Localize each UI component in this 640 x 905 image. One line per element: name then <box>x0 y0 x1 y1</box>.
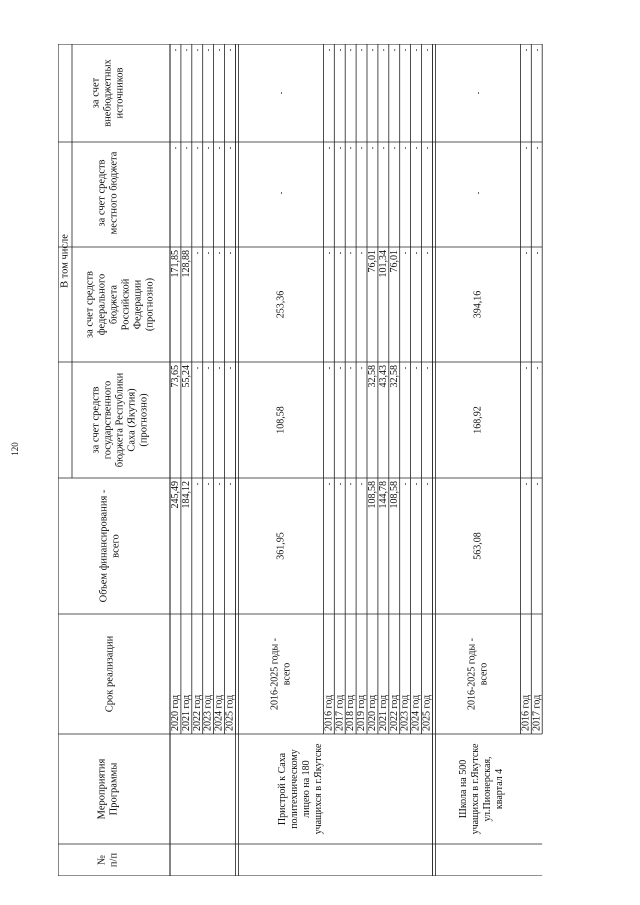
block0-row-0-extra: - <box>170 48 180 52</box>
block1-row-9-total: - <box>422 482 432 486</box>
block0-row-3-federal: - <box>203 251 213 255</box>
block1-row-9-period: 2025 год <box>421 694 433 731</box>
block1-row-5-federal: 101,34 <box>377 250 389 278</box>
block0-row-3-state: - <box>203 366 213 370</box>
block0-row-3-local: - <box>203 146 213 150</box>
block1-row-4-state: 32,58 <box>366 365 378 388</box>
block0-row-5-state: - <box>225 366 235 370</box>
block1-row-1-federal: - <box>335 251 345 255</box>
block1-row-8-period: 2024 год <box>410 694 422 731</box>
block1-row-6-period: 2022 год <box>388 694 400 731</box>
block1-row-2-local: - <box>346 146 356 150</box>
block0-row-5-total: - <box>225 482 235 486</box>
block1-name-line-2: лицею на 180 <box>300 760 312 818</box>
header-state-line-1: государственного <box>102 380 114 460</box>
header-volume-line-1: всего <box>110 534 122 558</box>
block1-row-0-state: - <box>324 366 334 370</box>
block2-row-0-federal: - <box>521 251 531 255</box>
block0-row-5-period: 2025 год <box>224 694 236 731</box>
block1-row-8-local: - <box>411 146 421 150</box>
block1-row-0-extra: - <box>324 48 334 52</box>
header-state-line-3: Саха (Якутия) <box>126 388 138 452</box>
block0-row-3-period: 2023 год <box>202 694 214 731</box>
block1-row-0-total: - <box>324 482 334 486</box>
block1-row-2-federal: - <box>346 251 356 255</box>
block1-row-4-federal: 76,01 <box>366 250 378 273</box>
block2-row-1-period: 2017 год <box>531 694 543 731</box>
header-federal-line-5: (прогнозно) <box>144 277 156 332</box>
block0-row-2-state: - <box>192 366 202 370</box>
header-volume-line-0: Объем финансирования - <box>98 489 110 603</box>
header-local-line-0: за счет средств <box>96 159 108 227</box>
header-state-line-0: за счет средств <box>90 386 102 454</box>
header-federal-line-2: бюджета <box>108 284 120 325</box>
block0-row-1-extra: - <box>181 48 191 52</box>
block2-summary-period-line-0: 2016-2025 годы - <box>466 637 478 711</box>
block0-row-0-federal: 171,85 <box>169 250 181 278</box>
block1-row-3-federal: - <box>357 251 367 255</box>
block0-row-4-extra: - <box>214 48 224 52</box>
block0-row-4-federal: - <box>214 251 224 255</box>
block2-row-0-period: 2016 год <box>520 694 532 731</box>
block2-summary-total: 563,08 <box>472 532 484 560</box>
block2-row-1-local: - <box>532 146 542 150</box>
block2-name-line-0: Школа на 500 <box>457 759 469 819</box>
header-federal-line-4: Федерации <box>132 279 144 330</box>
block0-row-2-federal: - <box>192 251 202 255</box>
block2-name-line-1: учащихся в г.Якутске <box>469 743 481 835</box>
header-num-line-0: № <box>96 854 108 866</box>
block1-row-0-local: - <box>324 146 334 150</box>
block1-row-6-state: 32,58 <box>388 365 400 388</box>
block1-row-1-period: 2017 год <box>334 694 346 731</box>
block0-row-2-period: 2022 год <box>191 694 203 731</box>
block0-row-1-total: 184,12 <box>180 481 192 509</box>
header-federal-line-3: Российской <box>120 278 132 331</box>
header-including: В том числе <box>59 234 71 288</box>
block0-row-4-period: 2024 год <box>213 694 225 731</box>
block0-row-1-federal: 128,88 <box>180 250 192 278</box>
block1-row-9-local: - <box>422 146 432 150</box>
block0-row-3-extra: - <box>203 48 213 52</box>
block1-row-4-local: - <box>367 146 377 150</box>
block1-row-3-total: - <box>357 482 367 486</box>
block2-name-line-3: квартал 4 <box>493 768 505 810</box>
block1-row-6-local: - <box>389 146 399 150</box>
block1-summary-period-line-0: 2016-2025 годы - <box>269 637 281 711</box>
block1-row-0-federal: - <box>324 251 334 255</box>
block0-row-5-local: - <box>225 146 235 150</box>
block0-row-0-state: 73,65 <box>169 365 181 388</box>
header-events-line-1: Программы <box>108 762 120 816</box>
block1-row-7-period: 2023 год <box>399 694 411 731</box>
block0-row-3-total: - <box>203 482 213 486</box>
block1-name-line-3: учащихся в г.Якутске <box>312 743 324 835</box>
block1-row-7-federal: - <box>400 251 410 255</box>
block2-row-0-extra: - <box>521 48 531 52</box>
header-state-line-2: бюджета Республики <box>114 372 126 468</box>
block1-row-3-period: 2019 год <box>356 694 368 731</box>
block2-summary-extra: - <box>473 91 483 95</box>
block0-row-4-state: - <box>214 366 224 370</box>
block0-row-1-period: 2021 год <box>180 694 192 731</box>
header-extra-line-1: внебюджетных <box>102 59 114 127</box>
block1-row-9-state: - <box>422 366 432 370</box>
header-federal-line-1: федерального <box>96 273 108 336</box>
block2-name-line-2: ул.Пионерская, <box>481 756 493 822</box>
block1-summary-total: 361,95 <box>275 532 287 560</box>
header-local-line-1: местного бюджета <box>108 151 120 235</box>
header-state-line-4: (прогнозно) <box>138 393 150 447</box>
block0-row-1-local: - <box>181 146 191 150</box>
block2-summary-federal: 394,16 <box>472 290 484 319</box>
block1-summary-local: - <box>276 191 286 195</box>
block0-row-5-federal: - <box>225 251 235 255</box>
block1-row-3-extra: - <box>357 48 367 52</box>
block1-row-8-total: - <box>411 482 421 486</box>
block0-row-5-extra: - <box>225 48 235 52</box>
block1-row-5-period: 2021 год <box>377 694 389 731</box>
block2-row-0-total: - <box>521 482 531 486</box>
block2-summary-local: - <box>473 191 483 195</box>
header-extra-line-2: источников <box>114 67 126 119</box>
block1-row-6-federal: 76,01 <box>388 250 400 273</box>
block0-row-4-local: - <box>214 146 224 150</box>
block1-row-5-state: 43,43 <box>377 365 389 388</box>
block0-row-2-extra: - <box>192 48 202 52</box>
block1-row-1-local: - <box>335 146 345 150</box>
block1-summary-federal: 253,36 <box>275 290 287 319</box>
block1-row-8-state: - <box>411 366 421 370</box>
block1-row-7-total: - <box>400 482 410 486</box>
block1-row-1-state: - <box>335 366 345 370</box>
block1-row-4-total: 108,58 <box>366 481 378 509</box>
block1-row-5-local: - <box>378 146 388 150</box>
block2-row-1-extra: - <box>532 48 542 52</box>
block1-row-3-local: - <box>357 146 367 150</box>
header-events-line-0: Мероприятия <box>96 758 108 820</box>
block1-row-0-period: 2016 год <box>323 694 335 731</box>
block1-row-7-local: - <box>400 146 410 150</box>
block1-row-4-period: 2020 год <box>366 694 378 731</box>
block1-row-2-state: - <box>346 366 356 370</box>
block1-row-4-extra: - <box>367 48 377 52</box>
block2-row-0-local: - <box>521 146 531 150</box>
block2-summary-state: 168,92 <box>472 406 484 434</box>
block1-row-8-extra: - <box>411 48 421 52</box>
block1-row-9-federal: - <box>422 251 432 255</box>
block1-row-5-total: 144,78 <box>377 481 389 509</box>
block1-row-1-extra: - <box>335 48 345 52</box>
block1-row-5-extra: - <box>378 48 388 52</box>
block1-row-6-extra: - <box>389 48 399 52</box>
block0-row-2-local: - <box>192 146 202 150</box>
block2-row-0-state: - <box>521 366 531 370</box>
block2-row-1-state: - <box>532 366 542 370</box>
block1-row-8-federal: - <box>411 251 421 255</box>
header-num-line-1: п/п <box>108 852 120 868</box>
header-period: Срок реализации <box>104 635 116 713</box>
block2-summary-period-line-1: всего <box>478 662 490 686</box>
block1-summary-state: 108,58 <box>275 406 287 434</box>
block1-row-7-state: - <box>400 366 410 370</box>
block1-summary-period-line-1: всего <box>281 662 293 686</box>
block0-row-1-state: 55,24 <box>180 365 192 388</box>
block1-row-2-total: - <box>346 482 356 486</box>
block1-row-7-extra: - <box>400 48 410 52</box>
header-federal-line-0: за счет средств <box>84 270 96 339</box>
block1-name-line-0: Пристрой к Саха <box>276 752 288 826</box>
block1-summary-extra: - <box>276 91 286 95</box>
page-number: 120 <box>9 442 20 456</box>
block1-row-6-total: 108,58 <box>388 481 400 509</box>
block1-row-2-period: 2018 год <box>345 694 357 731</box>
block0-row-0-total: 245,49 <box>169 481 181 509</box>
block2-row-1-federal: - <box>532 251 542 255</box>
block1-row-2-extra: - <box>346 48 356 52</box>
financing-table <box>58 44 612 876</box>
block1-row-9-extra: - <box>422 48 432 52</box>
block0-row-4-total: - <box>214 482 224 486</box>
block0-row-2-total: - <box>192 482 202 486</box>
header-extra-line-0: за счет <box>90 77 102 109</box>
block2-row-1-total: - <box>532 482 542 486</box>
block1-name-line-1: политехническому <box>288 749 300 829</box>
block0-row-0-local: - <box>170 146 180 150</box>
block0-row-0-period: 2020 год <box>169 694 181 731</box>
block1-row-3-state: - <box>357 366 367 370</box>
block1-row-1-total: - <box>335 482 345 486</box>
